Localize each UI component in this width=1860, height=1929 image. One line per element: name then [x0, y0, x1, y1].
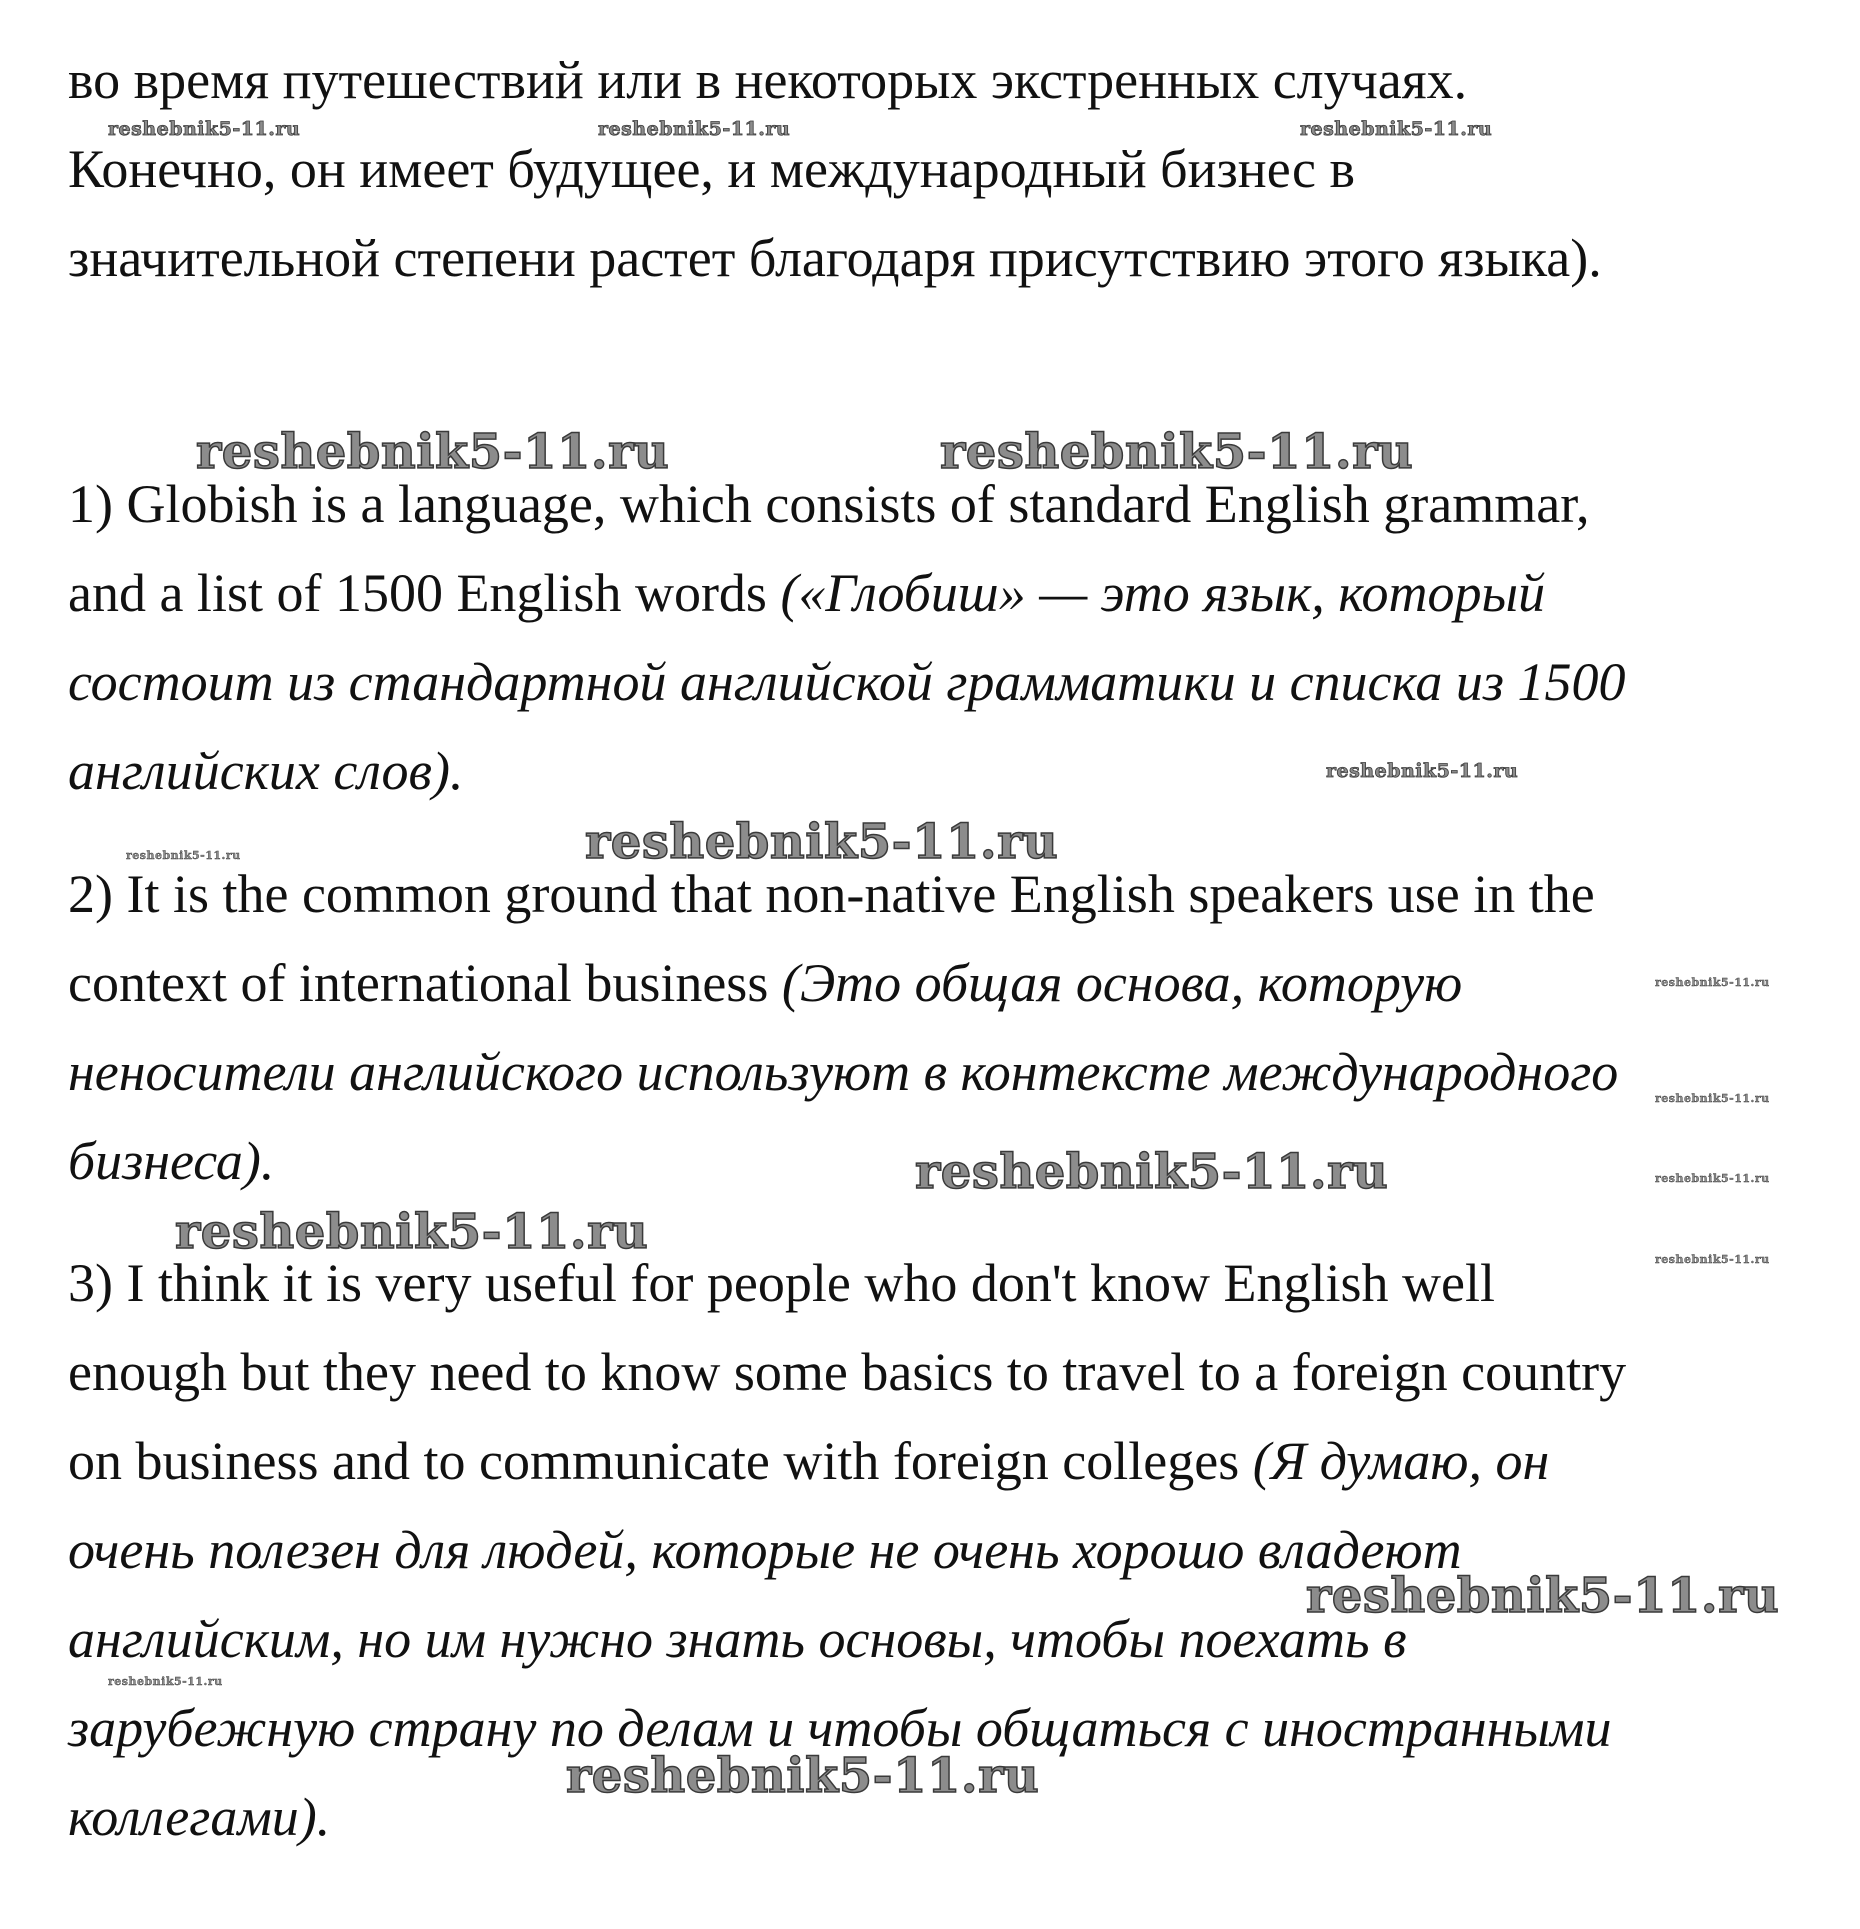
watermark: reshebnik5-11.ru: [598, 118, 791, 140]
watermark: reshebnik5-11.ru: [585, 814, 1059, 870]
answer-2-line-1: 2) It is the common ground that non-native English speakers use in the: [68, 864, 1595, 924]
intro-line-2: Конечно, он имеет будущее, и международный бизнес в: [68, 139, 1355, 199]
answer-3-line-4: очень полезен для людей, которые не очень хорошо владеют: [68, 1520, 1462, 1580]
answer-3-line-7: коллегами).: [68, 1787, 331, 1847]
answer-3-line-6: зарубежную страну по делам и чтобы общаться с иностранными: [68, 1698, 1612, 1758]
watermark: reshebnik5-11.ru: [126, 849, 241, 862]
answer-2-line-4: бизнеса).: [68, 1131, 275, 1191]
watermark: reshebnik5-11.ru: [1655, 976, 1770, 989]
watermark: reshebnik5-11.ru: [108, 1675, 223, 1688]
answer-2-translation-start: (Это общая основа, которую: [781, 953, 1463, 1013]
answer-1-line-2: [68, 563, 1545, 623]
intro-line-1: во время путешествий или в некоторых экстренных случаях.: [68, 50, 1468, 110]
watermark: reshebnik5-11.ru: [1326, 760, 1519, 782]
answer-1-line-1: 1) Globish is a language, which consists of standard English grammar,: [68, 474, 1590, 534]
watermark: reshebnik5-11.ru: [566, 1748, 1040, 1804]
answer-3-line-5: английским, но им нужно знать основы, чтобы поехать в: [68, 1609, 1407, 1669]
watermark: reshebnik5-11.ru: [196, 424, 670, 480]
answer-2-english-text: context of international business: [68, 953, 782, 1013]
watermark: reshebnik5-11.ru: [940, 424, 1414, 480]
answer-3-line-1: 3) I think it is very useful for people who don't know English well: [68, 1253, 1496, 1313]
watermark: reshebnik5-11.ru: [1655, 1092, 1770, 1105]
answer-3-english-text: on business and to communicate with foreign colleges: [68, 1431, 1253, 1491]
answer-3-line-3: [68, 1431, 1549, 1491]
intro-line-3: значительной степени растет благодаря присутствию этого языка).: [68, 228, 1602, 288]
answer-2-line-3: неносители английского используют в контексте международного: [68, 1042, 1619, 1102]
answer-1-line-3: состоит из стандартной английской грамматики и списка из 1500: [68, 652, 1626, 712]
watermark: reshebnik5-11.ru: [175, 1204, 649, 1260]
watermark: reshebnik5-11.ru: [915, 1144, 1389, 1200]
answer-3-translation-start: (Я думаю, он: [1252, 1431, 1550, 1491]
watermark: reshebnik5-11.ru: [1300, 118, 1493, 140]
answer-1-translation-start: («Глобиш» — это язык, который: [780, 563, 1546, 623]
answer-2-line-2: [68, 953, 1462, 1013]
watermark: reshebnik5-11.ru: [1655, 1253, 1770, 1266]
watermark: reshebnik5-11.ru: [1655, 1172, 1770, 1185]
answer-1-line-4: английских слов).: [68, 741, 464, 801]
watermark: reshebnik5-11.ru: [1306, 1568, 1780, 1624]
watermark: reshebnik5-11.ru: [108, 118, 301, 140]
answer-3-line-2: enough but they need to know some basics to travel to a foreign country: [68, 1342, 1627, 1402]
answer-1-english-text: and a list of 1500 English words: [68, 563, 781, 623]
